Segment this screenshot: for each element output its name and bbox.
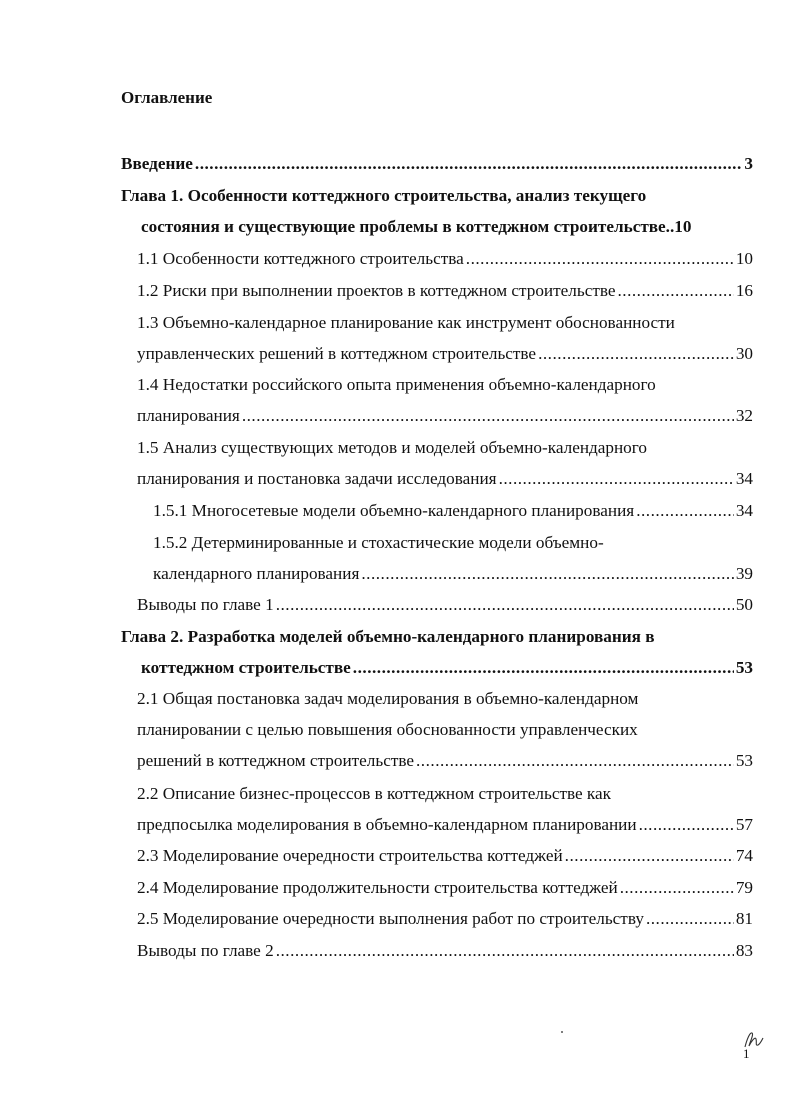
toc-entry-title: 2.1 Общая постановка задач моделирования в объемно-календарном bbox=[137, 689, 639, 708]
toc-leader-dots bbox=[565, 843, 734, 869]
toc-leader-dots bbox=[242, 403, 734, 429]
toc-entry-1-4-line1[interactable] bbox=[0, 372, 796, 398]
toc-entry-2-5[interactable] bbox=[0, 906, 796, 932]
toc-entry-title: состояния и существующие проблемы в коттеджном строительстве.. bbox=[141, 217, 675, 236]
toc-entry-title: 1.3 Объемно-календарное планирование как инструмент обоснованности bbox=[137, 313, 675, 332]
toc-entry-page: 74 bbox=[735, 846, 753, 865]
toc-entry-page: 53 bbox=[735, 751, 753, 770]
page-number: 1 bbox=[743, 1046, 750, 1061]
toc-entry-page: 3 bbox=[744, 154, 753, 173]
toc-entry-title: Глава 1. Особенности коттеджного строительства, анализ текущего bbox=[121, 186, 647, 205]
toc-leader-dots bbox=[361, 561, 733, 587]
toc-leader-dots bbox=[466, 246, 734, 272]
toc-entry-title: 2.5 Моделирование очередности выполнения работ по строительству bbox=[137, 909, 644, 928]
toc-entry-title: 1.2 Риски при выполнении проектов в коттеджном строительстве bbox=[137, 281, 616, 300]
toc-entry-title: решений в коттеджном строительстве bbox=[137, 751, 414, 770]
toc-entry-chapter-2[interactable] bbox=[0, 655, 796, 681]
toc-entry-title: Выводы по главе 1 bbox=[137, 595, 274, 614]
toc-leader-dots bbox=[538, 341, 734, 367]
toc-entry-1-3-line1[interactable] bbox=[0, 310, 796, 336]
toc-entry-2-1[interactable] bbox=[0, 748, 796, 774]
toc-entry-2-3[interactable] bbox=[0, 843, 796, 869]
toc-entry-title: управленческих решений в коттеджном строительстве bbox=[137, 344, 537, 363]
toc-leader-dots bbox=[499, 466, 734, 492]
toc-leader-dots bbox=[646, 906, 734, 932]
toc-entry-1-5-2[interactable] bbox=[0, 561, 796, 587]
toc-entry-1-5-2-line1[interactable] bbox=[0, 530, 796, 556]
toc-entry-title: предпосылка моделирования в объемно-календарном планировании bbox=[137, 815, 637, 834]
toc-entry-page: 39 bbox=[735, 564, 753, 583]
toc-entry-page: 81 bbox=[735, 909, 753, 928]
toc-entry-1-2[interactable] bbox=[0, 278, 796, 304]
toc-heading: Оглавление bbox=[121, 88, 213, 107]
toc-leader-dots bbox=[353, 655, 734, 681]
toc-entry-page: 30 bbox=[735, 344, 753, 363]
toc-entry-1-5[interactable] bbox=[0, 466, 796, 492]
toc-entry-page: 83 bbox=[735, 941, 753, 960]
toc-entry-2-1-line1[interactable] bbox=[0, 686, 796, 712]
toc-entry-page: 10 bbox=[674, 217, 692, 236]
toc-leader-dots bbox=[195, 151, 743, 177]
toc-entry-title: Глава 2. Разработка моделей объемно-календарного планирования в bbox=[121, 627, 655, 646]
toc-entry-title: Выводы по главе 2 bbox=[137, 941, 274, 960]
toc-entry-page: 79 bbox=[735, 878, 753, 897]
toc-entry-title: 1.5.2 Детерминированные и стохастические модели объемно- bbox=[153, 533, 604, 552]
toc-entry-2-2[interactable] bbox=[0, 812, 796, 838]
toc-leader-dots bbox=[276, 592, 734, 618]
scan-speck bbox=[561, 1031, 563, 1033]
toc-entry-title: 1.1 Особенности коттеджного строительства bbox=[137, 249, 464, 268]
toc-entry-conclusions-1[interactable] bbox=[0, 592, 796, 618]
toc-entry-title: 1.5 Анализ существующих методов и моделей объемно-календарного bbox=[137, 438, 647, 457]
toc-leader-dots bbox=[617, 278, 733, 304]
toc-leader-dots bbox=[416, 748, 734, 774]
toc-entry-title: 1.4 Недостатки российского опыта применения объемно-календарного bbox=[137, 375, 656, 394]
toc-leader-dots bbox=[636, 498, 734, 524]
toc-entry-title: планирования bbox=[137, 406, 240, 425]
toc-entry-chapter-1[interactable] bbox=[0, 214, 796, 240]
toc-entry-page: 50 bbox=[735, 595, 753, 614]
toc-entry-title: 2.4 Моделирование продолжительности строительства коттеджей bbox=[137, 878, 618, 897]
toc-entry-1-1[interactable] bbox=[0, 246, 796, 272]
toc-entry-title: календарного планирования bbox=[153, 564, 360, 583]
toc-entry-page: 32 bbox=[735, 406, 753, 425]
toc-entry-chapter-2-line1[interactable] bbox=[0, 624, 796, 650]
toc-entry-1-5-1[interactable] bbox=[0, 498, 796, 524]
toc-entry-page: 16 bbox=[735, 281, 753, 300]
toc-leader-dots bbox=[276, 938, 734, 964]
toc-entry-2-1-line2[interactable] bbox=[0, 717, 796, 743]
toc-entry-conclusions-2[interactable] bbox=[0, 938, 796, 964]
toc-leader-dots bbox=[639, 812, 734, 838]
toc-entry-chapter-1-line1[interactable] bbox=[0, 183, 796, 209]
toc-entry-introduction[interactable] bbox=[0, 151, 796, 177]
toc-entry-page: 34 bbox=[735, 501, 753, 520]
toc-entry-1-5-line1[interactable] bbox=[0, 435, 796, 461]
toc-entry-2-2-line1[interactable] bbox=[0, 781, 796, 807]
toc-entry-title: планирования и постановка задачи исследования bbox=[137, 469, 497, 488]
toc-entry-page: 57 bbox=[735, 815, 753, 834]
toc-entry-page: 53 bbox=[735, 658, 753, 677]
toc-entry-title: коттеджном строительстве bbox=[141, 658, 351, 677]
toc-entry-title: 2.2 Описание бизнес-процессов в коттеджном строительстве как bbox=[137, 784, 611, 803]
toc-entry-1-3[interactable] bbox=[0, 341, 796, 367]
toc-leader-dots bbox=[620, 875, 734, 901]
toc-entry-page: 34 bbox=[735, 469, 753, 488]
toc-entry-page: 10 bbox=[735, 249, 753, 268]
toc-entry-title: 2.3 Моделирование очередности строительства коттеджей bbox=[137, 846, 563, 865]
toc-entry-1-4[interactable] bbox=[0, 403, 796, 429]
toc-entry-title: 1.5.1 Многосетевые модели объемно-календарного планирования bbox=[153, 501, 635, 520]
toc-entry-title: Введение bbox=[121, 154, 193, 173]
toc-entry-title: планировании с целью повышения обоснованности управленческих bbox=[137, 720, 638, 739]
toc-entry-2-4[interactable] bbox=[0, 875, 796, 901]
